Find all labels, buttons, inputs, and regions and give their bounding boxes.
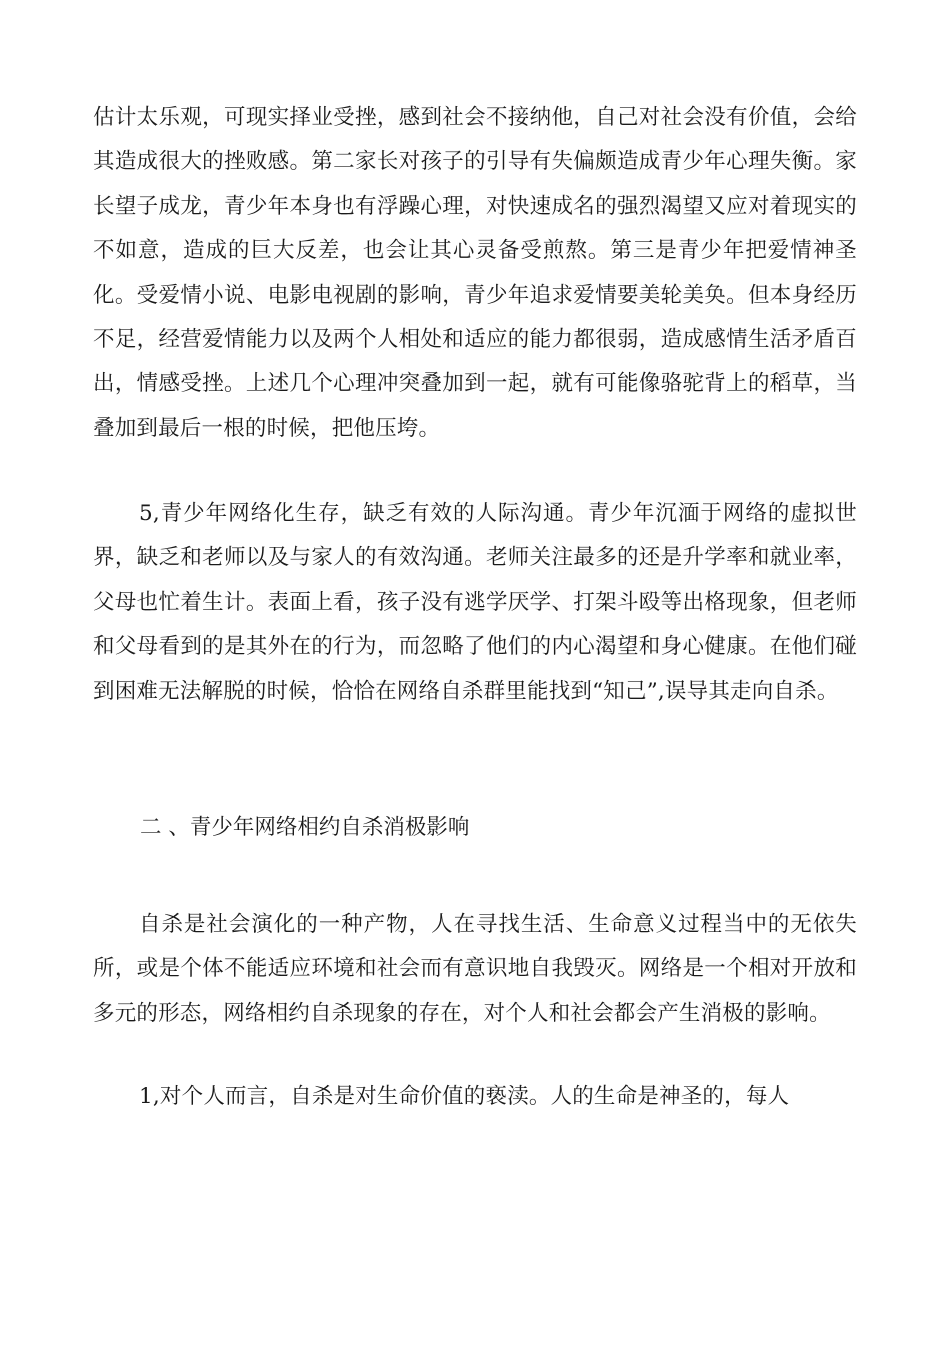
- paragraph-continuation: 估计太乐观，可现实择业受挫，感到社会不接纳他，自己对社会没有价值，会给其造成很大的挫败感。第二家长对孩子的引导有失偏颇造成青少年心理失衡。家长望子成龙，青少年本身也有浮躁心理，对快速成名的强烈渴望又应对着现实的不如意，造成的巨大反差，也会让其心灵备受煎熬。第三是青少年把爱情神圣化。受爱情小说、电影电视剧的影响，青少年追求爱情要美轮美奂。但本身经历不足，经营爱情能力以及两个人相处和适应的能力都很弱，造成感情生活矛盾百出，情感受挫。上述几个心理冲突叠加到一起，就有可能像骆驼背上的稻草，当叠加到最后一根的时候，把他压垮。: [93, 105, 857, 441]
- paragraph-point-1: 1,对个人而言，自杀是对生命价值的亵渎。人的生命是神圣的，每人: [139, 1084, 790, 1109]
- paragraph-intro: 自杀是社会演化的一种产物，人在寻找生活、生命意义过程当中的无依失所，或是个体不能适应环境和社会而有意识地自我毁灭。网络是一个相对开放和多元的形态，网络相约自杀现象的存在，对个人和社会都会产生消极的影响。: [93, 912, 857, 1026]
- section-heading: 二 、青少年网络相约自杀消极影响: [140, 815, 470, 840]
- paragraph-point-5: 5,青少年网络化生存，缺乏有效的人际沟通。青少年沉湎于网络的虚拟世界，缺乏和老师以及与家人的有效沟通。老师关注最多的还是升学率和就业率，父母也忙着生计。表面上看，孩子没有逃学厌学、打架斗殴等出格现象，但老师和父母看到的是其外在的行为，而忽略了他们的内心渴望和身心健康。在他们碰到困难无法解脱的时候，恰恰在网络自杀群里能找到“知己”,误导其走向自杀。: [93, 501, 857, 704]
